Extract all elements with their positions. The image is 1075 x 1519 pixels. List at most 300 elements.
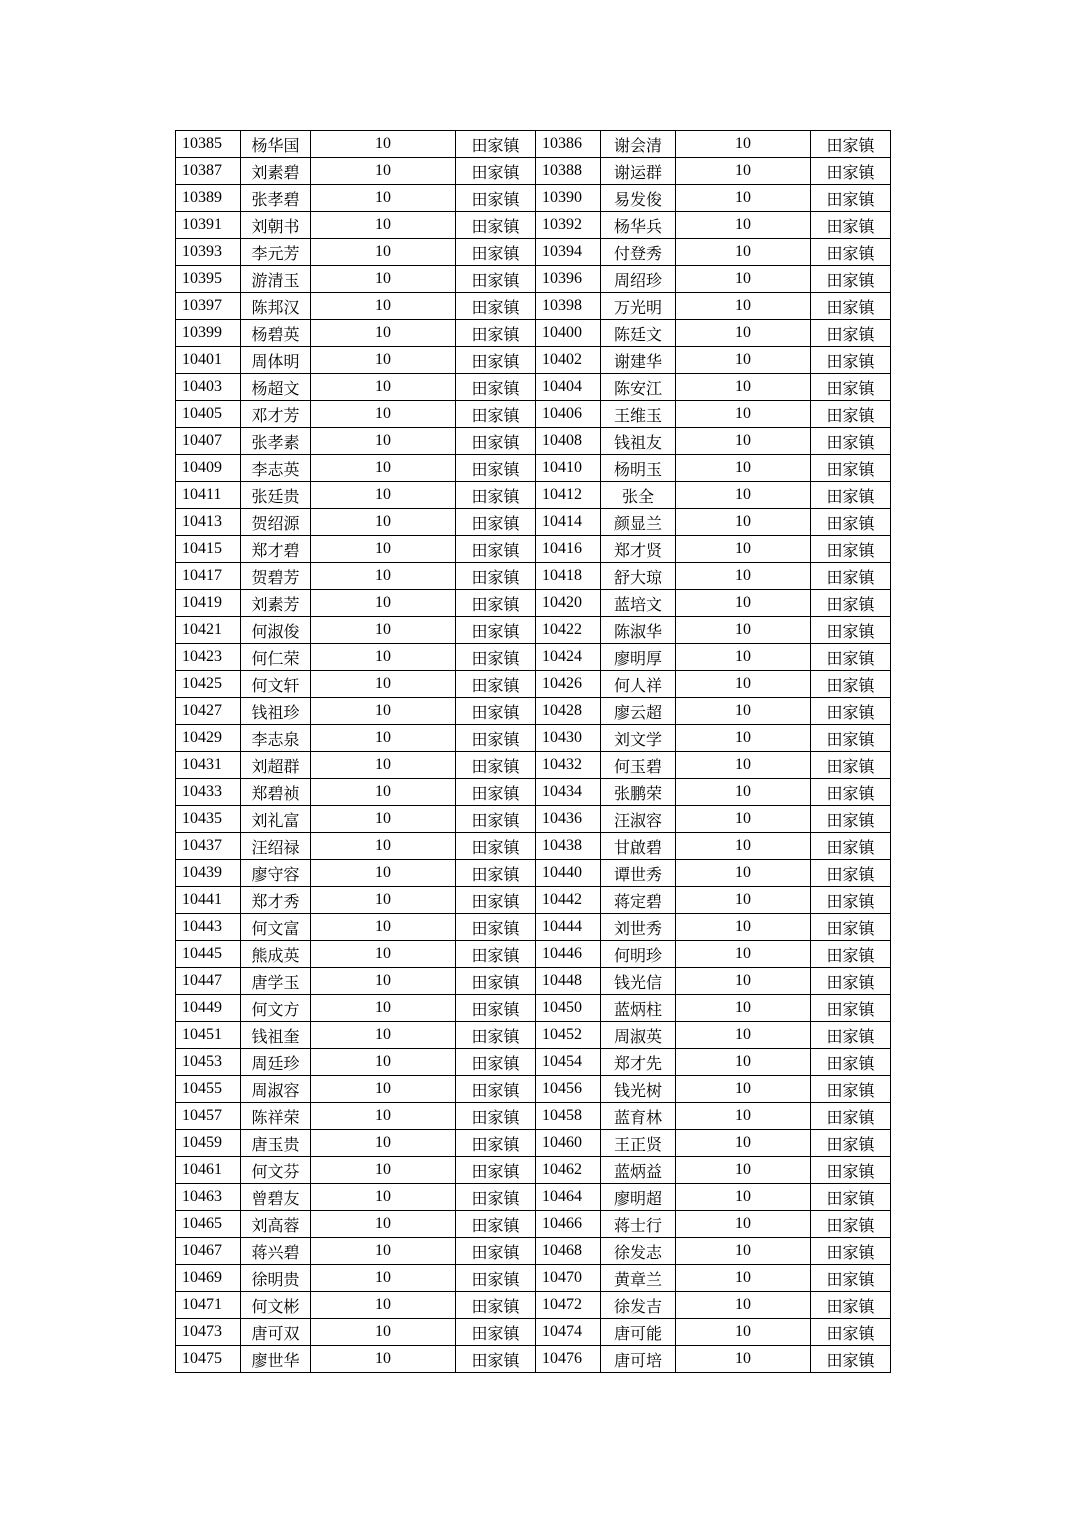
id-cell: 10424 [536, 644, 601, 671]
amount-cell: 10 [676, 536, 811, 563]
amount-cell: 10 [676, 1346, 811, 1373]
id-cell: 10430 [536, 725, 601, 752]
table-row [176, 995, 891, 1022]
amount-cell: 10 [676, 266, 811, 293]
town-cell: 田家镇 [811, 806, 891, 833]
name-cell: 李元芳 [241, 239, 311, 266]
id-cell: 10420 [536, 590, 601, 617]
name-cell: 陈安江 [601, 374, 676, 401]
town-cell: 田家镇 [456, 1130, 536, 1157]
amount-cell: 10 [311, 158, 456, 185]
amount-cell: 10 [676, 158, 811, 185]
town-cell: 田家镇 [456, 1076, 536, 1103]
table-row [176, 1292, 891, 1319]
town-cell: 田家镇 [811, 1049, 891, 1076]
name-cell: 何文芬 [241, 1157, 311, 1184]
id-cell: 10416 [536, 536, 601, 563]
amount-cell: 10 [676, 1184, 811, 1211]
amount-cell: 10 [676, 644, 811, 671]
town-cell: 田家镇 [811, 347, 891, 374]
name-cell: 钱光信 [601, 968, 676, 995]
id-cell: 10414 [536, 509, 601, 536]
id-cell: 10465 [176, 1211, 241, 1238]
town-cell: 田家镇 [811, 266, 891, 293]
name-cell: 郑才秀 [241, 887, 311, 914]
town-cell: 田家镇 [456, 563, 536, 590]
town-cell: 田家镇 [456, 1265, 536, 1292]
table-row [176, 293, 891, 320]
name-cell: 李志泉 [241, 725, 311, 752]
id-cell: 10393 [176, 239, 241, 266]
town-cell: 田家镇 [811, 968, 891, 995]
name-cell: 陈淑华 [601, 617, 676, 644]
town-cell: 田家镇 [456, 617, 536, 644]
name-cell: 蓝培文 [601, 590, 676, 617]
amount-cell: 10 [676, 1238, 811, 1265]
amount-cell: 10 [311, 185, 456, 212]
name-cell: 钱祖奎 [241, 1022, 311, 1049]
amount-cell: 10 [676, 671, 811, 698]
table-row [176, 374, 891, 401]
id-cell: 10426 [536, 671, 601, 698]
name-cell: 张鹏荣 [601, 779, 676, 806]
town-cell: 田家镇 [456, 1292, 536, 1319]
id-cell: 10405 [176, 401, 241, 428]
amount-cell: 10 [311, 644, 456, 671]
id-cell: 10406 [536, 401, 601, 428]
name-cell: 周体明 [241, 347, 311, 374]
town-cell: 田家镇 [811, 1319, 891, 1346]
town-cell: 田家镇 [811, 1130, 891, 1157]
town-cell: 田家镇 [456, 644, 536, 671]
table-row [176, 482, 891, 509]
amount-cell: 10 [311, 239, 456, 266]
name-cell: 廖云超 [601, 698, 676, 725]
amount-cell: 10 [676, 320, 811, 347]
table-row [176, 131, 891, 158]
name-cell: 易发俊 [601, 185, 676, 212]
town-cell: 田家镇 [811, 428, 891, 455]
name-cell: 蒋兴碧 [241, 1238, 311, 1265]
id-cell: 10458 [536, 1103, 601, 1130]
table-row [176, 860, 891, 887]
town-cell: 田家镇 [456, 1346, 536, 1373]
amount-cell: 10 [311, 725, 456, 752]
amount-cell: 10 [311, 671, 456, 698]
roster-table [175, 130, 891, 1373]
id-cell: 10444 [536, 914, 601, 941]
amount-cell: 10 [676, 617, 811, 644]
town-cell: 田家镇 [456, 1319, 536, 1346]
town-cell: 田家镇 [811, 752, 891, 779]
id-cell: 10394 [536, 239, 601, 266]
table-row [176, 644, 891, 671]
name-cell: 周廷珍 [241, 1049, 311, 1076]
id-cell: 10476 [536, 1346, 601, 1373]
name-cell: 陈邦汉 [241, 293, 311, 320]
id-cell: 10386 [536, 131, 601, 158]
id-cell: 10468 [536, 1238, 601, 1265]
amount-cell: 10 [311, 563, 456, 590]
id-cell: 10410 [536, 455, 601, 482]
id-cell: 10449 [176, 995, 241, 1022]
name-cell: 熊成英 [241, 941, 311, 968]
id-cell: 10454 [536, 1049, 601, 1076]
table-row [176, 1265, 891, 1292]
name-cell: 何人祥 [601, 671, 676, 698]
town-cell: 田家镇 [811, 590, 891, 617]
town-cell: 田家镇 [811, 725, 891, 752]
id-cell: 10419 [176, 590, 241, 617]
id-cell: 10390 [536, 185, 601, 212]
id-cell: 10385 [176, 131, 241, 158]
table-row [176, 509, 891, 536]
name-cell: 刘素碧 [241, 158, 311, 185]
town-cell: 田家镇 [811, 1292, 891, 1319]
amount-cell: 10 [676, 347, 811, 374]
name-cell: 郑才先 [601, 1049, 676, 1076]
amount-cell: 10 [311, 266, 456, 293]
name-cell: 唐可培 [601, 1346, 676, 1373]
town-cell: 田家镇 [811, 239, 891, 266]
id-cell: 10422 [536, 617, 601, 644]
id-cell: 10464 [536, 1184, 601, 1211]
id-cell: 10436 [536, 806, 601, 833]
name-cell: 钱祖友 [601, 428, 676, 455]
name-cell: 付登秀 [601, 239, 676, 266]
name-cell: 何明珍 [601, 941, 676, 968]
id-cell: 10473 [176, 1319, 241, 1346]
name-cell: 杨华国 [241, 131, 311, 158]
town-cell: 田家镇 [456, 401, 536, 428]
amount-cell: 10 [311, 131, 456, 158]
amount-cell: 10 [311, 1076, 456, 1103]
name-cell: 杨超文 [241, 374, 311, 401]
amount-cell: 10 [676, 428, 811, 455]
town-cell: 田家镇 [811, 1076, 891, 1103]
town-cell: 田家镇 [456, 158, 536, 185]
name-cell: 杨碧英 [241, 320, 311, 347]
id-cell: 10409 [176, 455, 241, 482]
amount-cell: 10 [311, 833, 456, 860]
town-cell: 田家镇 [456, 374, 536, 401]
name-cell: 贺绍源 [241, 509, 311, 536]
id-cell: 10456 [536, 1076, 601, 1103]
id-cell: 10418 [536, 563, 601, 590]
amount-cell: 10 [676, 1265, 811, 1292]
town-cell: 田家镇 [811, 833, 891, 860]
name-cell: 陈祥荣 [241, 1103, 311, 1130]
town-cell: 田家镇 [456, 536, 536, 563]
id-cell: 10474 [536, 1319, 601, 1346]
name-cell: 郑才贤 [601, 536, 676, 563]
town-cell: 田家镇 [456, 212, 536, 239]
amount-cell: 10 [676, 1157, 811, 1184]
amount-cell: 10 [676, 941, 811, 968]
id-cell: 10448 [536, 968, 601, 995]
name-cell: 刘朝书 [241, 212, 311, 239]
amount-cell: 10 [676, 482, 811, 509]
id-cell: 10423 [176, 644, 241, 671]
name-cell: 唐玉贵 [241, 1130, 311, 1157]
id-cell: 10415 [176, 536, 241, 563]
amount-cell: 10 [676, 725, 811, 752]
amount-cell: 10 [676, 860, 811, 887]
town-cell: 田家镇 [456, 266, 536, 293]
name-cell: 谢运群 [601, 158, 676, 185]
town-cell: 田家镇 [811, 158, 891, 185]
town-cell: 田家镇 [456, 1184, 536, 1211]
table-row [176, 1319, 891, 1346]
amount-cell: 10 [311, 590, 456, 617]
name-cell: 陈廷文 [601, 320, 676, 347]
town-cell: 田家镇 [811, 509, 891, 536]
amount-cell: 10 [676, 833, 811, 860]
town-cell: 田家镇 [456, 185, 536, 212]
town-cell: 田家镇 [456, 1103, 536, 1130]
town-cell: 田家镇 [811, 1103, 891, 1130]
amount-cell: 10 [311, 1211, 456, 1238]
name-cell: 汪淑容 [601, 806, 676, 833]
id-cell: 10443 [176, 914, 241, 941]
id-cell: 10459 [176, 1130, 241, 1157]
town-cell: 田家镇 [811, 1238, 891, 1265]
town-cell: 田家镇 [811, 320, 891, 347]
town-cell: 田家镇 [456, 968, 536, 995]
amount-cell: 10 [676, 590, 811, 617]
id-cell: 10387 [176, 158, 241, 185]
table-row [176, 914, 891, 941]
name-cell: 邓才芳 [241, 401, 311, 428]
amount-cell: 10 [311, 968, 456, 995]
table-row [176, 590, 891, 617]
town-cell: 田家镇 [456, 860, 536, 887]
name-cell: 谢会清 [601, 131, 676, 158]
amount-cell: 10 [676, 1022, 811, 1049]
amount-cell: 10 [311, 509, 456, 536]
amount-cell: 10 [311, 1049, 456, 1076]
amount-cell: 10 [676, 1319, 811, 1346]
amount-cell: 10 [676, 1130, 811, 1157]
amount-cell: 10 [676, 995, 811, 1022]
name-cell: 何文彬 [241, 1292, 311, 1319]
id-cell: 10417 [176, 563, 241, 590]
amount-cell: 10 [311, 941, 456, 968]
id-cell: 10412 [536, 482, 601, 509]
town-cell: 田家镇 [456, 806, 536, 833]
town-cell: 田家镇 [811, 455, 891, 482]
name-cell: 徐明贵 [241, 1265, 311, 1292]
table-row [176, 752, 891, 779]
name-cell: 汪绍禄 [241, 833, 311, 860]
town-cell: 田家镇 [811, 401, 891, 428]
id-cell: 10440 [536, 860, 601, 887]
name-cell: 何仁荣 [241, 644, 311, 671]
table-row [176, 347, 891, 374]
amount-cell: 10 [676, 374, 811, 401]
amount-cell: 10 [676, 239, 811, 266]
id-cell: 10404 [536, 374, 601, 401]
table-row [176, 455, 891, 482]
town-cell: 田家镇 [456, 1238, 536, 1265]
id-cell: 10460 [536, 1130, 601, 1157]
town-cell: 田家镇 [811, 995, 891, 1022]
id-cell: 10450 [536, 995, 601, 1022]
amount-cell: 10 [311, 698, 456, 725]
amount-cell: 10 [311, 1022, 456, 1049]
table-row [176, 779, 891, 806]
amount-cell: 10 [311, 779, 456, 806]
id-cell: 10466 [536, 1211, 601, 1238]
amount-cell: 10 [676, 887, 811, 914]
name-cell: 廖世华 [241, 1346, 311, 1373]
amount-cell: 10 [311, 914, 456, 941]
amount-cell: 10 [311, 320, 456, 347]
name-cell: 廖明超 [601, 1184, 676, 1211]
id-cell: 10438 [536, 833, 601, 860]
name-cell: 徐发吉 [601, 1292, 676, 1319]
name-cell: 李志英 [241, 455, 311, 482]
id-cell: 10471 [176, 1292, 241, 1319]
name-cell: 刘素芳 [241, 590, 311, 617]
amount-cell: 10 [676, 1211, 811, 1238]
id-cell: 10411 [176, 482, 241, 509]
name-cell: 王维玉 [601, 401, 676, 428]
name-cell: 何文富 [241, 914, 311, 941]
table-row [176, 428, 891, 455]
id-cell: 10439 [176, 860, 241, 887]
amount-cell: 10 [676, 698, 811, 725]
name-cell: 杨华兵 [601, 212, 676, 239]
table-row [176, 239, 891, 266]
town-cell: 田家镇 [811, 293, 891, 320]
id-cell: 10463 [176, 1184, 241, 1211]
name-cell: 何玉碧 [601, 752, 676, 779]
amount-cell: 10 [311, 806, 456, 833]
table-row [176, 1346, 891, 1373]
amount-cell: 10 [311, 1184, 456, 1211]
name-cell: 张廷贵 [241, 482, 311, 509]
name-cell: 唐学玉 [241, 968, 311, 995]
table-row [176, 1076, 891, 1103]
town-cell: 田家镇 [456, 914, 536, 941]
town-cell: 田家镇 [811, 887, 891, 914]
amount-cell: 10 [311, 995, 456, 1022]
town-cell: 田家镇 [811, 374, 891, 401]
town-cell: 田家镇 [811, 644, 891, 671]
amount-cell: 10 [311, 887, 456, 914]
id-cell: 10475 [176, 1346, 241, 1373]
amount-cell: 10 [311, 1157, 456, 1184]
id-cell: 10425 [176, 671, 241, 698]
id-cell: 10437 [176, 833, 241, 860]
town-cell: 田家镇 [456, 1157, 536, 1184]
amount-cell: 10 [311, 428, 456, 455]
town-cell: 田家镇 [811, 131, 891, 158]
name-cell: 甘啟碧 [601, 833, 676, 860]
name-cell: 颜显兰 [601, 509, 676, 536]
amount-cell: 10 [676, 293, 811, 320]
town-cell: 田家镇 [811, 860, 891, 887]
amount-cell: 10 [311, 1238, 456, 1265]
id-cell: 10447 [176, 968, 241, 995]
name-cell: 刘超群 [241, 752, 311, 779]
id-cell: 10429 [176, 725, 241, 752]
amount-cell: 10 [676, 806, 811, 833]
name-cell: 廖守容 [241, 860, 311, 887]
table-row [176, 212, 891, 239]
id-cell: 10392 [536, 212, 601, 239]
amount-cell: 10 [676, 914, 811, 941]
town-cell: 田家镇 [811, 1022, 891, 1049]
table-row [176, 563, 891, 590]
name-cell: 蒋定碧 [601, 887, 676, 914]
town-cell: 田家镇 [456, 725, 536, 752]
town-cell: 田家镇 [811, 536, 891, 563]
id-cell: 10451 [176, 1022, 241, 1049]
name-cell: 蓝育林 [601, 1103, 676, 1130]
id-cell: 10397 [176, 293, 241, 320]
id-cell: 10428 [536, 698, 601, 725]
amount-cell: 10 [676, 1103, 811, 1130]
town-cell: 田家镇 [456, 941, 536, 968]
table-row [176, 1103, 891, 1130]
name-cell: 张孝素 [241, 428, 311, 455]
town-cell: 田家镇 [456, 239, 536, 266]
amount-cell: 10 [676, 509, 811, 536]
id-cell: 10446 [536, 941, 601, 968]
name-cell: 钱祖珍 [241, 698, 311, 725]
amount-cell: 10 [311, 374, 456, 401]
id-cell: 10455 [176, 1076, 241, 1103]
id-cell: 10399 [176, 320, 241, 347]
town-cell: 田家镇 [811, 1211, 891, 1238]
name-cell: 郑碧祯 [241, 779, 311, 806]
id-cell: 10396 [536, 266, 601, 293]
amount-cell: 10 [676, 968, 811, 995]
town-cell: 田家镇 [456, 698, 536, 725]
name-cell: 游清玉 [241, 266, 311, 293]
town-cell: 田家镇 [456, 347, 536, 374]
name-cell: 周淑英 [601, 1022, 676, 1049]
table-row [176, 725, 891, 752]
amount-cell: 10 [311, 1130, 456, 1157]
town-cell: 田家镇 [456, 833, 536, 860]
name-cell: 刘文学 [601, 725, 676, 752]
name-cell: 周绍珍 [601, 266, 676, 293]
table-row [176, 1022, 891, 1049]
name-cell: 唐可双 [241, 1319, 311, 1346]
id-cell: 10401 [176, 347, 241, 374]
name-cell: 谭世秀 [601, 860, 676, 887]
amount-cell: 10 [311, 401, 456, 428]
table-row [176, 1238, 891, 1265]
town-cell: 田家镇 [811, 617, 891, 644]
amount-cell: 10 [676, 752, 811, 779]
name-cell: 蓝炳益 [601, 1157, 676, 1184]
id-cell: 10427 [176, 698, 241, 725]
table-row [176, 1049, 891, 1076]
id-cell: 10470 [536, 1265, 601, 1292]
id-cell: 10403 [176, 374, 241, 401]
name-cell: 张孝碧 [241, 185, 311, 212]
town-cell: 田家镇 [811, 671, 891, 698]
table-row [176, 671, 891, 698]
name-cell: 刘礼富 [241, 806, 311, 833]
town-cell: 田家镇 [456, 1049, 536, 1076]
amount-cell: 10 [676, 401, 811, 428]
town-cell: 田家镇 [456, 779, 536, 806]
